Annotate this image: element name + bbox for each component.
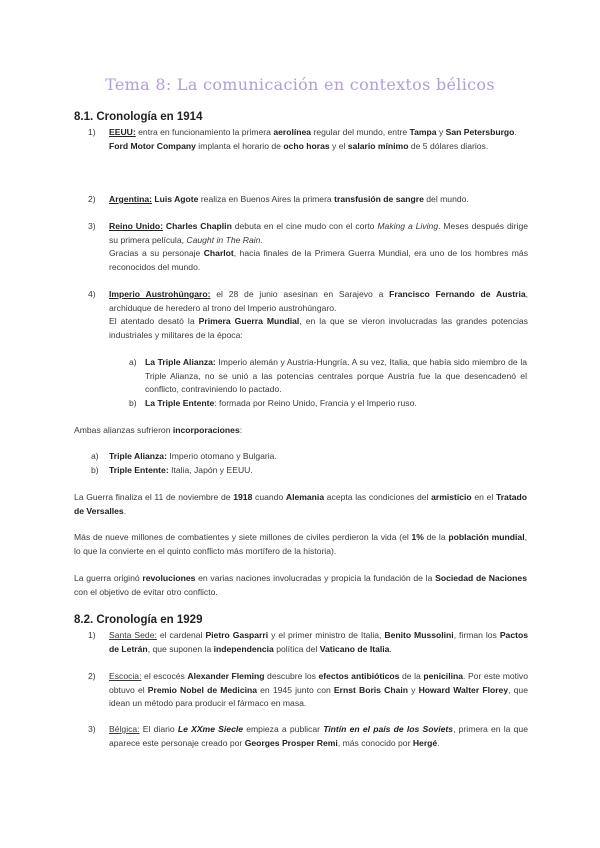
item-number: b) [91, 465, 99, 475]
paragraph-alianzas [74, 424, 527, 438]
list-item-argentina [88, 193, 528, 207]
bold-text: Triple Alianza: [109, 451, 167, 461]
text: , que suponen la [147, 643, 214, 654]
text: . [437, 737, 440, 748]
text: . Por este motivo obtuvo el [109, 671, 529, 695]
item-number: 1) [88, 630, 96, 640]
bold-text: Charlot [203, 248, 234, 259]
bold-text: transfusión de sangre [334, 194, 424, 204]
bold-text: La Triple Alianza: [145, 357, 216, 367]
bold-text: Pietro Gasparri [205, 630, 269, 640]
text: y [407, 684, 419, 695]
text: El diario [139, 724, 178, 734]
bold-text: población mundial [448, 532, 525, 542]
text: Italia, Japón y EEUU. [168, 465, 253, 475]
bold-text: Tratado de Versalles [74, 492, 527, 516]
text: . [123, 505, 127, 516]
text: La Guerra finaliza el 11 de noviembre de [74, 492, 234, 502]
text: en varias naciones involucradas y propicia la fundación de la [195, 573, 436, 583]
text: : formada por Reino Unido, Francia y el Imperio ruso. [214, 398, 417, 408]
sublist-item-triple-alianza [129, 356, 527, 397]
country-label: Santa Sede: [109, 630, 157, 640]
country-label: Imperio Austrohúngaro: [109, 289, 211, 299]
bold-text: revoluciones [142, 573, 196, 583]
item-number: 1) [88, 127, 96, 137]
text: La guerra originó [74, 573, 143, 583]
text: Ambas alianzas sufrieron [74, 425, 173, 435]
bold-text: 1% [411, 532, 424, 542]
text: y el [329, 140, 348, 151]
country-label: Escocia: [109, 671, 142, 681]
text: entra en funcionamiento la primera [135, 127, 274, 137]
paragraph-revoluciones [74, 572, 527, 599]
text: del mundo. [423, 194, 469, 204]
bold-text: Ernst Boris Chain [333, 684, 408, 695]
italic-text: Caught in The Rain [186, 234, 261, 245]
paragraph-victimas [74, 531, 527, 558]
bold-text: Francisco Fernando de Austria [389, 289, 526, 299]
text: acepta las condiciones del [324, 492, 432, 502]
item-number: 3) [88, 724, 96, 734]
list-item-santa-sede [88, 629, 528, 656]
text: , que idean un método para producir el fármaco en masa. [109, 684, 528, 709]
section-heading-1929: 8.2. Cronología en 1929 [74, 614, 203, 626]
text: , más conocido por [337, 737, 413, 748]
text: regular del mundo, entre [311, 127, 410, 137]
text: de 5 dólares diarios. [408, 140, 489, 151]
bold-text: San Petersburgo [445, 127, 515, 137]
text: el escocés [141, 671, 188, 681]
bold-text: Benito Mussolini [384, 630, 454, 640]
text: . Meses después dirige su primera película, [109, 221, 529, 245]
text: con el objetivo de evitar otro conflicto. [74, 586, 218, 597]
item-number: a) [91, 451, 99, 461]
sublist-item-triple-entente [129, 397, 527, 411]
text: , archiduque de heredero al trono del Imperio austrohúngaro. [109, 289, 528, 313]
bold-text: 1918 [233, 492, 253, 502]
item-number: 2) [88, 194, 96, 204]
list-item-austrohungaro [88, 288, 528, 342]
text: en el [471, 492, 496, 502]
bold-text: Luis Agote [151, 194, 199, 204]
country-label: Bélgica: [109, 724, 140, 734]
paragraph-fin-guerra [74, 491, 527, 518]
list-item-belgica [88, 723, 528, 750]
bold-text: Alexander Fleming [187, 671, 265, 681]
item-number: 3) [88, 221, 96, 231]
bold-italic-text: Tintín en el país de los Soviets [323, 724, 454, 734]
bold-text: aerolínea [273, 127, 312, 137]
text: el 28 de junio asesinan en Sarajevo a [210, 289, 390, 299]
text: . [260, 234, 263, 245]
text: Imperio otomano y Bulgaria. [166, 451, 277, 461]
text: cuando [252, 492, 286, 502]
bold-italic-text: Le XXme Siecle [177, 724, 244, 734]
bold-text: incorporaciones [172, 425, 240, 435]
item-number: 4) [88, 289, 96, 299]
text: , firman los [453, 630, 500, 640]
text: : [239, 425, 243, 435]
item-number: b) [129, 398, 137, 408]
bold-text: Charles Chaplin [162, 221, 232, 231]
text: el cardenal [156, 630, 206, 640]
text: y el primer ministro de Italia, [268, 630, 385, 640]
bold-text: Premio Nobel de Medicina [147, 684, 258, 695]
bold-text: Howard Walter Florey [418, 684, 509, 695]
list-item-escocia [88, 670, 528, 711]
bold-text: efectos antibióticos [318, 671, 400, 681]
document-title: Tema 8: La comunicación en contextos bélicos [105, 75, 495, 94]
bold-text: Ford Motor Company [109, 140, 196, 151]
text: y [436, 127, 446, 137]
text: implanta el horario de [195, 140, 284, 151]
text: en 1945 junto con [257, 684, 334, 695]
text: Imperio alemán y Austria-Hungría. A su vez, Italia, que había sido miembro de la Triple Alianza, no se unió a las potencias centrales porque Austria fue la que desencadenó el conflicto, contraviniendo lo pactado. [145, 357, 528, 395]
list-item-reino-unido [88, 220, 528, 274]
text: , en la que se vieron involucradas las grandes potencias industriales y militares de la época: [109, 316, 528, 340]
alliance-list-item-alianza [91, 450, 521, 464]
bold-text: Pactos de Letrán [109, 630, 529, 654]
bold-text: Primera Guerra Mundial [198, 316, 300, 327]
country-label: Reino Unido: [109, 221, 163, 231]
section-heading-1914: 8.1. Cronología en 1914 [74, 111, 203, 123]
text: , hacia finales de la Primera Guerra Mundial, era uno de los hombres más reconocidos del mundo. [109, 248, 528, 272]
text: política del [273, 643, 320, 654]
text: empieza a publicar [243, 724, 324, 734]
bold-text: Georges Prosper Remi [244, 737, 338, 748]
text: , lo que la convierte en el quinto conflicto más mortífero de la historia). [74, 532, 527, 556]
text: de la [423, 532, 449, 542]
item-number: a) [129, 357, 137, 367]
text: de la [399, 671, 424, 681]
text: . [514, 127, 517, 137]
bold-text: Alemania [285, 492, 325, 502]
bold-text: Hergé [412, 737, 438, 748]
bold-text: Tampa [409, 127, 437, 137]
text: descubre los [264, 671, 319, 681]
text: El atentado desató la [109, 316, 199, 327]
text: Más de nueve millones de combatientes y siete millones de civiles perdieron la vida (el [74, 532, 412, 542]
bold-text: ocho horas [283, 140, 330, 151]
bold-text: Sociedad de Naciones [435, 573, 527, 583]
alliance-list-item-entente [91, 464, 521, 478]
bold-text: independencia [213, 643, 274, 654]
bold-text: La Triple Entente [145, 398, 215, 408]
country-label: Argentina: [109, 194, 152, 204]
text: . [389, 643, 392, 654]
country-label: EEUU: [109, 127, 136, 137]
italic-text: Making a Living [377, 221, 439, 231]
bold-text: salario mínimo [347, 140, 409, 151]
text: , primera en la que aparece este personaje creado por [109, 724, 528, 748]
list-item-eeuu [88, 126, 528, 153]
bold-text: armisticio [431, 492, 472, 502]
text: Gracias a su personaje [109, 248, 204, 259]
text: realiza en Buenos Aires la primera [198, 194, 335, 204]
text: debuta en el cine mudo con el corto [231, 221, 378, 231]
bold-text: Vaticano de Italia [319, 643, 390, 654]
item-number: 2) [88, 671, 96, 681]
bold-text: penicilina [423, 671, 463, 681]
bold-text: Triple Entente: [109, 465, 169, 475]
